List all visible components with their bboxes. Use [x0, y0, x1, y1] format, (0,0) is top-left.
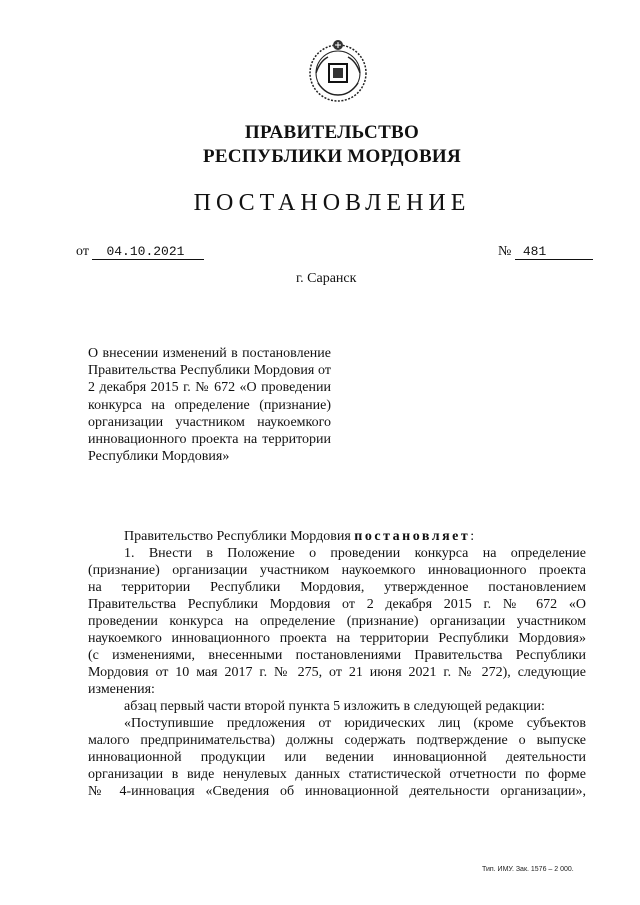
body-line: «Поступившие предложения от юридических лиц (кроме субъектов [124, 716, 586, 731]
number-label: № [498, 244, 512, 259]
document-type: ПОСТАНОВЛЕНИЕ [193, 190, 471, 216]
coat-of-arms-icon [302, 33, 374, 105]
body-line: изменения: [88, 682, 155, 697]
number-value: 481 [515, 244, 593, 260]
date-field [76, 244, 204, 260]
body-line: наукоемкого инновационного проекта на территории Республики Мордовия» [88, 631, 586, 646]
body-line: (с изменениями, внесенными постановлениями Правительства Республики [88, 648, 586, 663]
body-line: проведении конкурса на определение (признание) организации участником [88, 614, 586, 629]
date-value: 04.10.2021 [92, 244, 204, 260]
org-name-line1: ПРАВИТЕЛЬСТВО [244, 122, 420, 143]
body-line: на территории Республики Мордовия, утвержденное постановлением [88, 580, 586, 595]
intro-colon: : [470, 529, 475, 544]
intro-action: постановляет [354, 529, 471, 544]
body-line: абзац первый части второй пункта 5 изложить в следующей редакции: [124, 699, 545, 714]
body-line: (признание) организации участником наукоемкого инновационного проекта [88, 563, 586, 578]
intro-paragraph [124, 528, 586, 545]
body-line: Мордовия от 10 мая 2017 г. № 275, от 21 июня 2021 г. № 272), следующие [88, 665, 586, 680]
subject-title: О внесении изменений в постановление Правительства Республики Мордовия от 2 декабря 2015 г. № 672 «О проведении конкурса на определение (признание) организации участником наукоемкого инновационного проекта на территории Республики Мордовия» [88, 346, 331, 465]
city: г. Саранск [296, 271, 357, 286]
body-line: 1. Внести в Положение о проведении конкурса на определение [124, 546, 586, 561]
intro-text: Правительство Республики Мордовия [124, 529, 355, 544]
body-line: малого предпринимательства) должны содержать подтверждение о выпуске [88, 733, 586, 748]
body-line: Правительства Республики Мордовия от 2 декабря 2015 г. № 672 «О [88, 597, 586, 612]
number-field [498, 244, 593, 260]
body-line: инновационной продукции или ведении инновационной деятельности [88, 750, 586, 765]
body-line: организации в виде ненулевых данных статистической отчетности по форме [88, 767, 586, 782]
date-label: от [76, 244, 89, 259]
body-line: № 4-инновация «Сведения об инновационной деятельности организации», [88, 784, 586, 799]
org-name-line2: РЕСПУБЛИКИ МОРДОВИЯ [202, 146, 462, 167]
print-footer: Тип. ИМУ. Зак. 1576 – 2 000. [482, 866, 574, 873]
